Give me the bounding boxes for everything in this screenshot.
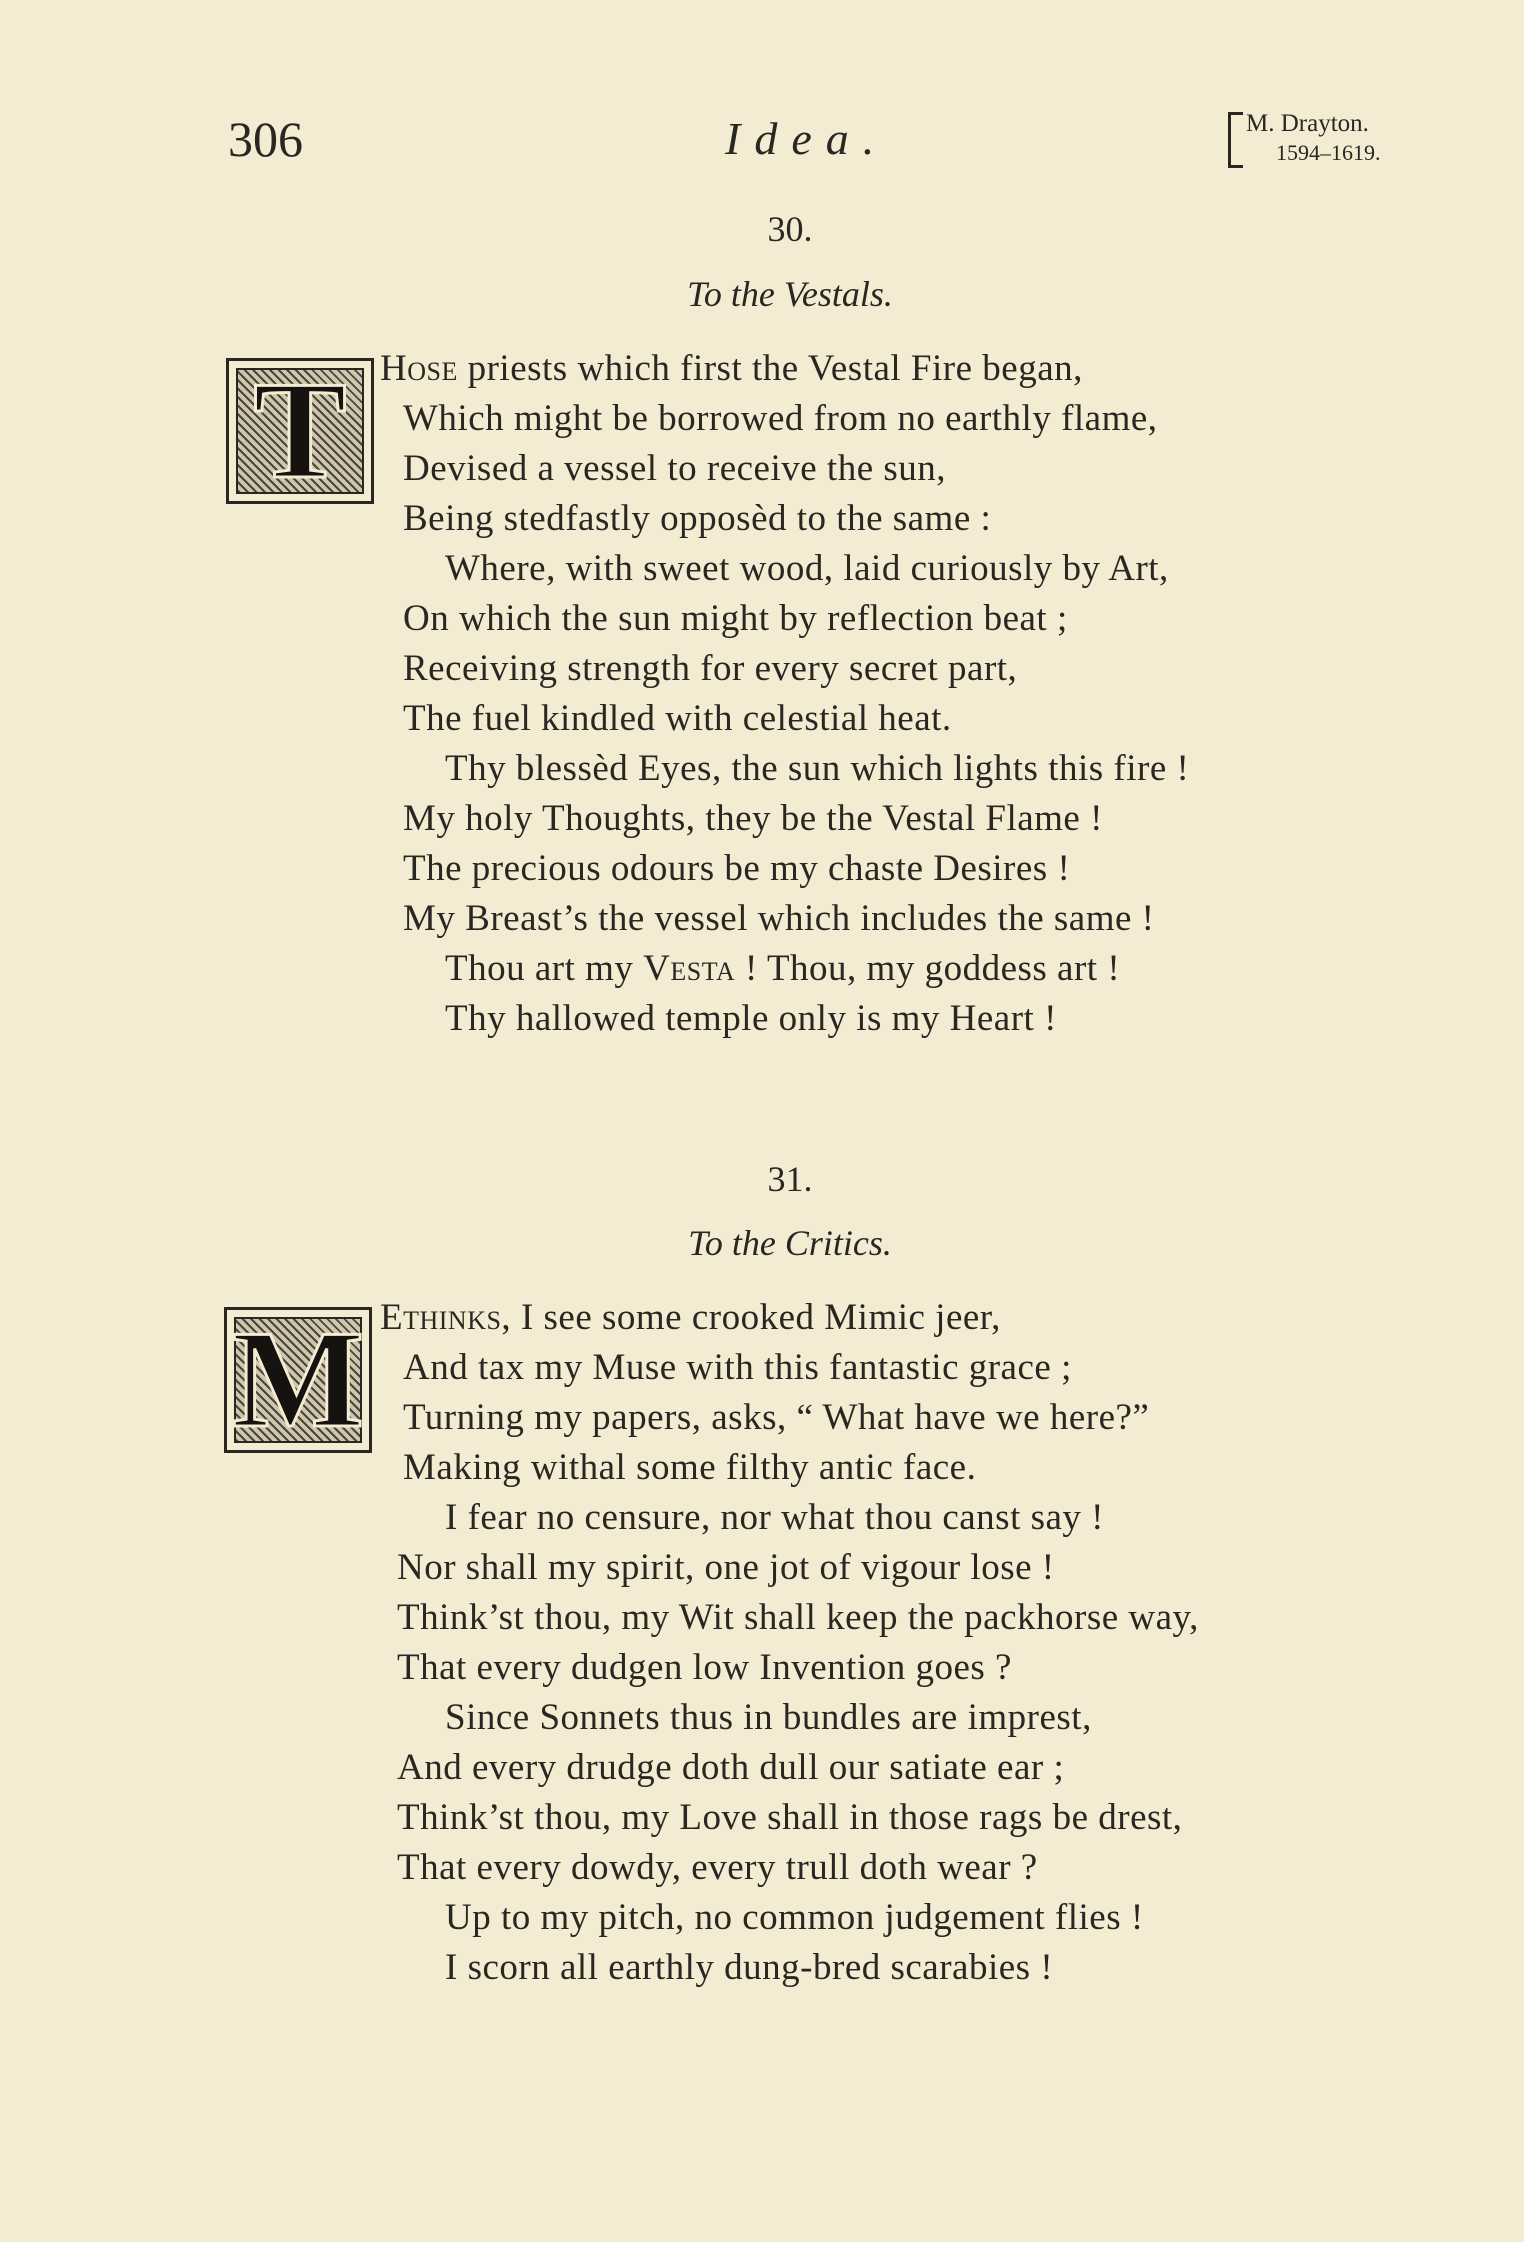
poem-line: Turning my papers, asks, “ What have we here?” [403, 1397, 1150, 1438]
poem-line: My Breast’s the vessel which includes the same ! [403, 898, 1155, 939]
ornament-pattern [236, 353, 364, 508]
decorated-initial [224, 1302, 372, 1457]
poem-line: Up to my pitch, no common judgement flies ! [445, 1897, 1144, 1938]
poem-line: Hose priests which first the Vestal Fire began, [380, 348, 1083, 389]
poem-line: Ethinks, I see some crooked Mimic jeer, [380, 1297, 1001, 1338]
author-name: M. Drayton. [1246, 110, 1369, 137]
running-title: Idea. [725, 113, 889, 164]
poem-line: And tax my Muse with this fantastic grace ; [403, 1347, 1072, 1388]
poem-line: That every dudgen low Invention goes ? [397, 1647, 1012, 1688]
sonnet-title: To the Vestals. [687, 274, 893, 314]
initial-letter: T [253, 353, 347, 508]
poem-line: Devised a vessel to receive the sun, [403, 448, 947, 489]
poem-line: The fuel kindled with celestial heat. [403, 698, 952, 739]
poem-line: Think’st thou, my Love shall in those rags be drest, [397, 1797, 1183, 1838]
author-years: 1594–1619. [1276, 140, 1381, 165]
poem-line: Receiving strength for every secret part, [403, 648, 1018, 689]
poem-line: Thou art my Vesta ! Thou, my goddess art ! [445, 948, 1121, 989]
poem-line: Making withal some filthy antic face. [403, 1447, 977, 1488]
vesta-word: Vesta [643, 948, 736, 989]
poem-line: That every dowdy, every trull doth wear ? [397, 1847, 1038, 1888]
poem-line: On which the sun might by reflection beat ; [403, 598, 1068, 639]
sonnet-title: To the Critics. [688, 1223, 892, 1263]
sonnet-number: 31. [767, 1159, 813, 1199]
ornament-pattern [231, 1302, 365, 1457]
page-header [0, 110, 1524, 190]
poem-line: Since Sonnets thus in bundles are imprest, [445, 1697, 1092, 1738]
sonnet-number: 30. [767, 209, 813, 249]
author-attribution [1228, 110, 1408, 170]
page-number: 306 [228, 111, 303, 167]
poem-line: Where, with sweet wood, laid curiously by Art, [445, 548, 1169, 589]
initial-letter: M [231, 1302, 365, 1457]
poem-line: Think’st thou, my Wit shall keep the packhorse way, [397, 1597, 1199, 1638]
poem-line: My holy Thoughts, they be the Vestal Flame ! [403, 798, 1103, 839]
poem-line: Being stedfastly opposèd to the same : [403, 498, 992, 539]
poem-line: Thy hallowed temple only is my Heart ! [445, 998, 1057, 1039]
poem-line: And every drudge doth dull our satiate ear ; [397, 1747, 1065, 1788]
poem-line: Thy blessèd Eyes, the sun which lights this fire ! [445, 748, 1190, 789]
first-word-rest: Ethinks, [380, 1297, 512, 1338]
poem-line: I fear no censure, nor what thou canst say ! [445, 1497, 1104, 1538]
first-word-rest: Hose [380, 348, 458, 389]
decorated-initial [226, 353, 374, 508]
poem-line: Nor shall my spirit, one jot of vigour lose ! [397, 1547, 1055, 1588]
poem-line: I scorn all earthly dung-bred scarabies ! [445, 1947, 1054, 1988]
poem-line: The precious odours be my chaste Desires ! [403, 848, 1071, 889]
bracket-icon [1228, 112, 1243, 168]
poem-line: Which might be borrowed from no earthly flame, [403, 398, 1158, 439]
